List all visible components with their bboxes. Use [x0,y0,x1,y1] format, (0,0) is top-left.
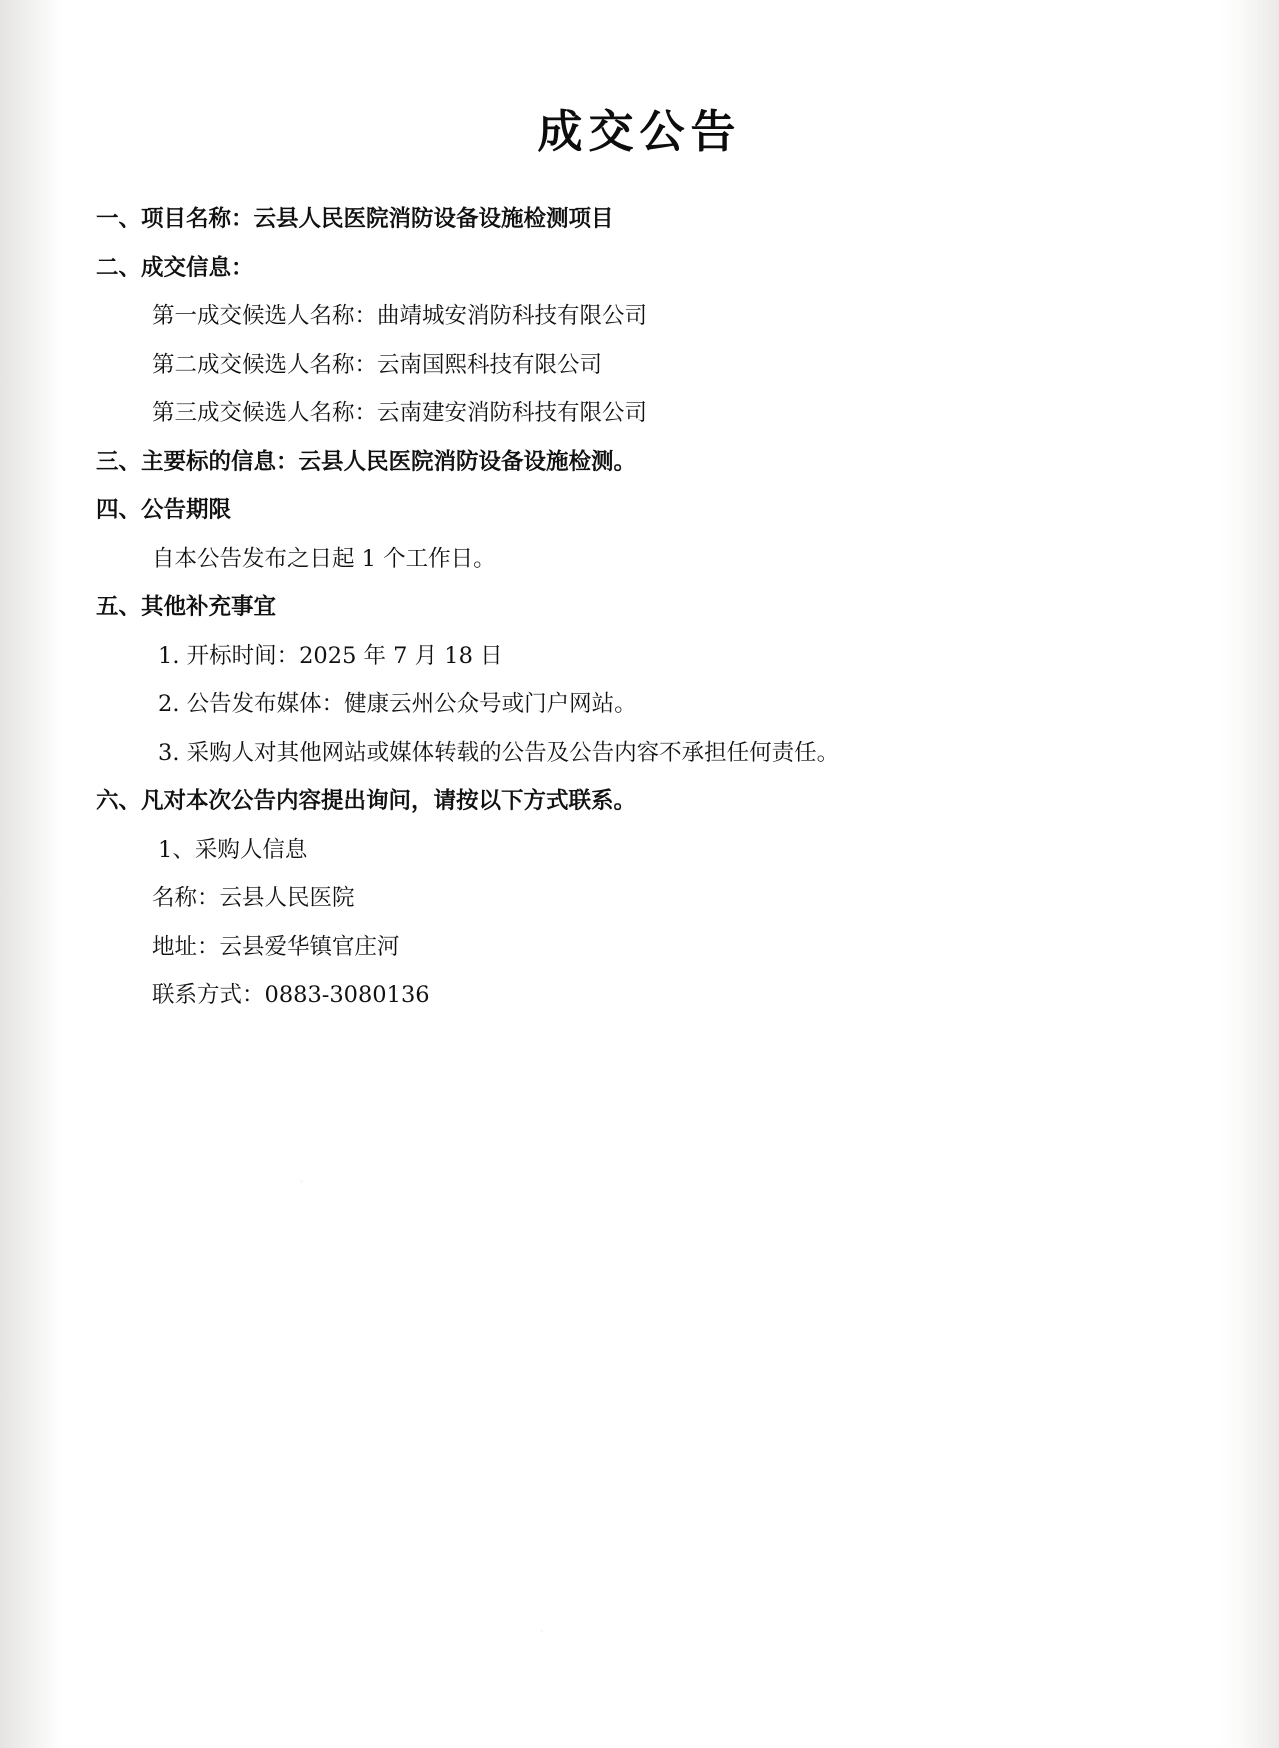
section-other-matters-heading: 五、其他补充事宜 [96,594,277,620]
section-other-matters-item-3: 3. 采购人对其他网站或媒体转载的公告及公告内容不承担任何责任。 [158,739,840,766]
section-purchaser-contact: 联系方式：0883-3080136 [152,982,430,1008]
section-purchaser-info-heading: 1、采购人信息 [158,836,308,863]
section-subject-info: 三、主要标的信息：云县人民医院消防设备设施检测。 [96,448,637,475]
section-notice-period-heading: 四、公告期限 [96,497,232,523]
section-other-matters-item-2: 2. 公告发布媒体：健康云州公众号或门户网站。 [158,691,637,717]
section-award-info-heading: 二、成交信息： [96,254,254,281]
section-project-name: 一、项目名称：云县人民医院消防设备设施检测项目 [96,206,614,232]
section-other-matters-item-1: 1. 开标时间：2025 年 7 月 18 日 [158,642,503,669]
section-candidate-2: 第二成交候选人名称：云南国熙科技有限公司 [152,351,603,378]
document-body [0,208,1279,1007]
section-candidate-3: 第三成交候选人名称：云南建安消防科技有限公司 [152,400,648,426]
section-purchaser-name: 名称：云县人民医院 [152,885,355,911]
section-purchaser-address: 地址：云县爱华镇官庄河 [152,933,400,960]
section-contact-heading: 六、凡对本次公告内容提出询问，请按以下方式联系。 [96,788,637,814]
page-title: 成交公告 [537,105,742,158]
section-candidate-1: 第一成交候选人名称：曲靖城安消防科技有限公司 [152,303,648,329]
section-notice-period-text: 自本公告发布之日起 1 个工作日。 [152,545,496,572]
